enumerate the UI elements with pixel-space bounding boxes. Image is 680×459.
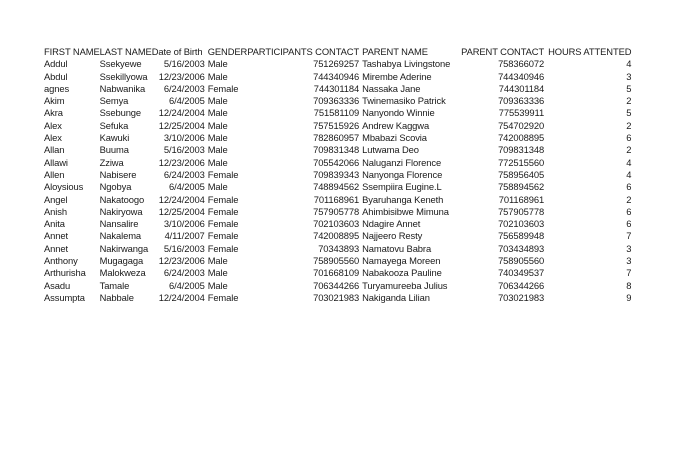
cell-parent-contact[interactable]: 756589948	[498, 230, 545, 242]
cell-gender[interactable]: Male	[207, 119, 228, 131]
cell-parent-contact[interactable]: 754702920	[498, 119, 545, 131]
table-row	[44, 95, 631, 107]
table-row	[44, 292, 631, 304]
cell-gender[interactable]: Female	[207, 242, 239, 254]
cell-hours-attented[interactable]: 2	[626, 95, 632, 107]
cell-gender[interactable]: Male	[207, 279, 228, 291]
cell-hours-attented[interactable]: 6	[626, 181, 632, 193]
cell-parent-name[interactable]: Byaruhanga Keneth	[362, 193, 444, 205]
cell-first-name[interactable]: Akra	[44, 107, 63, 119]
cell-gender[interactable]: Male	[207, 267, 228, 279]
cell-date-of-birth[interactable]: 12/24/2004	[158, 107, 205, 119]
cell-parent-contact[interactable]: 757905778	[498, 205, 545, 217]
cell-last-name[interactable]: Zziwa	[99, 156, 124, 168]
col-header-hours-attented[interactable]: HOURS ATTENTED	[548, 46, 632, 57]
cell-date-of-birth[interactable]: 6/4/2005	[168, 279, 205, 291]
cell-gender[interactable]: Male	[207, 107, 228, 119]
cell-date-of-birth[interactable]: 6/24/2003	[163, 168, 205, 180]
cell-parent-contact[interactable]: 758905560	[498, 255, 545, 267]
table-row	[44, 83, 631, 95]
table-row	[44, 157, 631, 169]
cell-last-name[interactable]: Nansalire	[99, 218, 139, 230]
cell-first-name[interactable]: Arthurisha	[44, 267, 86, 279]
cell-parent-name[interactable]: Twinemasiko Patrick	[362, 95, 446, 107]
spreadsheet-table	[44, 46, 631, 304]
table-row	[44, 120, 631, 132]
cell-parent-name[interactable]: Lutwama Deo	[362, 144, 419, 156]
cell-first-name[interactable]: Anita	[44, 218, 65, 230]
cell-date-of-birth[interactable]: 12/25/2004	[158, 119, 205, 131]
cell-last-name[interactable]: Tamale	[99, 279, 130, 291]
cell-first-name[interactable]: Anish	[44, 205, 67, 217]
cell-parent-name[interactable]: Ahimbisibwe Mimuna	[362, 205, 449, 217]
cell-participants-contact[interactable]: 709839343	[313, 168, 360, 180]
cell-first-name[interactable]: Annet	[44, 242, 68, 254]
cell-hours-attented[interactable]: 5	[626, 107, 632, 119]
table-row	[44, 107, 631, 119]
cell-participants-contact[interactable]: 758905560	[313, 255, 360, 267]
cell-hours-attented[interactable]: 3	[626, 242, 632, 254]
cell-parent-contact[interactable]: 706344266	[498, 279, 545, 291]
cell-participants-contact[interactable]: 701668109	[313, 267, 360, 279]
cell-parent-name[interactable]: Andrew Kaggwa	[362, 119, 430, 131]
cell-participants-contact[interactable]: 748894562	[313, 181, 360, 193]
cell-first-name[interactable]: Alex	[44, 132, 62, 144]
cell-participants-contact[interactable]: 709831348	[313, 144, 360, 156]
cell-last-name[interactable]: Ssekyewe	[99, 58, 142, 70]
cell-gender[interactable]: Male	[207, 144, 228, 156]
table-row	[44, 132, 631, 144]
cell-last-name[interactable]: Nabisere	[99, 168, 137, 180]
table-row	[44, 255, 631, 267]
cell-first-name[interactable]: Alex	[44, 119, 62, 131]
table-row	[44, 218, 631, 230]
cell-participants-contact[interactable]: 70343893	[318, 242, 360, 254]
cell-last-name[interactable]: Nakirwanga	[99, 242, 149, 254]
cell-hours-attented[interactable]: 7	[626, 267, 632, 279]
cell-parent-contact[interactable]: 709363336	[498, 95, 545, 107]
cell-first-name[interactable]: Allen	[44, 168, 65, 180]
cell-gender[interactable]: Male	[207, 95, 228, 107]
cell-last-name[interactable]: Ssekillyowa	[99, 70, 148, 82]
cell-first-name[interactable]: Assumpta	[44, 291, 85, 303]
table-row	[44, 169, 631, 181]
cell-last-name[interactable]: Buuma	[99, 144, 129, 156]
cell-hours-attented[interactable]: 8	[626, 279, 632, 291]
cell-parent-contact[interactable]: 709831348	[498, 144, 545, 156]
cell-participants-contact[interactable]: 705542066	[313, 156, 360, 168]
cell-parent-contact[interactable]: 744301184	[498, 82, 545, 94]
cell-hours-attented[interactable]: 6	[626, 218, 632, 230]
cell-hours-attented[interactable]: 7	[626, 230, 632, 242]
cell-first-name[interactable]: Addul	[44, 58, 68, 70]
cell-parent-name[interactable]: Nakiganda Lilian	[362, 291, 430, 303]
col-header-participants-contact[interactable]: PARTICIPANTS CONTACT	[247, 46, 360, 57]
cell-last-name[interactable]: Sefuka	[99, 119, 129, 131]
cell-parent-contact[interactable]: 758956405	[498, 168, 545, 180]
cell-parent-name[interactable]: Nanyondo Winnie	[362, 107, 435, 119]
cell-date-of-birth[interactable]: 6/4/2005	[168, 95, 205, 107]
cell-participants-contact[interactable]: 709363336	[313, 95, 360, 107]
cell-gender[interactable]: Male	[207, 156, 228, 168]
cell-parent-contact[interactable]: 758894562	[498, 181, 545, 193]
cell-date-of-birth[interactable]: 5/16/2003	[163, 242, 205, 254]
cell-date-of-birth[interactable]: 6/4/2005	[168, 181, 205, 193]
cell-hours-attented[interactable]: 3	[626, 70, 632, 82]
cell-participants-contact[interactable]: 751581109	[313, 107, 360, 119]
cell-first-name[interactable]: agnes	[44, 82, 70, 94]
cell-participants-contact[interactable]: 701168961	[313, 193, 360, 205]
header-row	[44, 46, 631, 58]
cell-gender[interactable]: Female	[207, 205, 239, 217]
cell-parent-name[interactable]: Mbabazi Scovia	[362, 132, 427, 144]
cell-parent-name[interactable]: Nassaka Jane	[362, 82, 421, 94]
cell-parent-contact[interactable]: 742008895	[498, 132, 545, 144]
cell-gender[interactable]: Male	[207, 181, 228, 193]
cell-last-name[interactable]: Nakatoogo	[99, 193, 145, 205]
cell-gender[interactable]: Female	[207, 193, 239, 205]
cell-last-name[interactable]: Ssebunge	[99, 107, 142, 119]
cell-date-of-birth[interactable]: 5/16/2003	[163, 144, 205, 156]
cell-date-of-birth[interactable]: 12/23/2006	[158, 70, 205, 82]
cell-hours-attented[interactable]: 4	[626, 168, 632, 180]
cell-parent-contact[interactable]: 703021983	[498, 291, 545, 303]
cell-gender[interactable]: Female	[207, 230, 239, 242]
cell-participants-contact[interactable]: 742008895	[313, 230, 360, 242]
cell-parent-name[interactable]: Tashabya Livingstone	[362, 58, 451, 70]
col-header-last-name[interactable]: LAST NAME	[99, 46, 152, 57]
cell-first-name[interactable]: Akim	[44, 95, 65, 107]
cell-gender[interactable]: Male	[207, 132, 228, 144]
table-row	[44, 243, 631, 255]
cell-last-name[interactable]: Nabbale	[99, 291, 134, 303]
cell-last-name[interactable]: Mugagaga	[99, 255, 144, 267]
cell-first-name[interactable]: Allawi	[44, 156, 68, 168]
cell-participants-contact[interactable]: 702103603	[313, 218, 360, 230]
cell-participants-contact[interactable]: 744340946	[313, 70, 360, 82]
cell-parent-contact[interactable]: 775539911	[498, 107, 545, 119]
cell-gender[interactable]: Male	[207, 58, 228, 70]
col-header-parent-contact[interactable]: PARENT CONTACT	[461, 46, 545, 57]
table-row	[44, 206, 631, 218]
cell-hours-attented[interactable]: 5	[626, 82, 632, 94]
table-row	[44, 71, 631, 83]
cell-first-name[interactable]: Asadu	[44, 279, 71, 291]
cell-hours-attented[interactable]: 2	[626, 119, 632, 131]
cell-date-of-birth[interactable]: 12/24/2004	[158, 291, 205, 303]
cell-hours-attented[interactable]: 6	[626, 205, 632, 217]
table-row	[44, 194, 631, 206]
cell-date-of-birth[interactable]: 3/10/2006	[163, 218, 205, 230]
cell-parent-name[interactable]: Namatovu Babra	[362, 242, 432, 254]
cell-hours-attented[interactable]: 3	[626, 255, 632, 267]
table-row	[44, 280, 631, 292]
cell-first-name[interactable]: Anthony	[44, 255, 78, 267]
cell-parent-name[interactable]: Naluganzi Florence	[362, 156, 442, 168]
table-row	[44, 267, 631, 279]
table-row	[44, 58, 631, 70]
col-header-parent-name[interactable]: PARENT NAME	[362, 46, 428, 57]
cell-gender[interactable]: Male	[207, 255, 228, 267]
cell-parent-name[interactable]: Mirembe Aderine	[362, 70, 432, 82]
cell-last-name[interactable]: Nabwanika	[99, 82, 146, 94]
cell-last-name[interactable]: Ngobya	[99, 181, 132, 193]
cell-parent-name[interactable]: Nabakooza Pauline	[362, 267, 442, 279]
cell-first-name[interactable]: Angel	[44, 193, 68, 205]
cell-hours-attented[interactable]: 9	[626, 291, 632, 303]
cell-first-name[interactable]: Aloysious	[44, 181, 84, 193]
cell-parent-name[interactable]: Najjeero Resty	[362, 230, 423, 242]
cell-participants-contact[interactable]: 703021983	[313, 291, 360, 303]
cell-date-of-birth[interactable]: 6/24/2003	[163, 82, 205, 94]
cell-parent-contact[interactable]: 744340946	[498, 70, 545, 82]
cell-participants-contact[interactable]: 744301184	[313, 82, 360, 94]
cell-parent-contact[interactable]: 701168961	[498, 193, 545, 205]
cell-parent-name[interactable]: Namayega Moreen	[362, 255, 441, 267]
cell-parent-contact[interactable]: 772515560	[498, 156, 545, 168]
cell-date-of-birth[interactable]: 6/24/2003	[163, 267, 205, 279]
cell-first-name[interactable]: Abdul	[44, 70, 68, 82]
cell-date-of-birth[interactable]: 12/25/2004	[158, 205, 205, 217]
cell-gender[interactable]: Female	[207, 168, 239, 180]
cell-date-of-birth[interactable]: 3/10/2006	[163, 132, 205, 144]
cell-first-name[interactable]: Annet	[44, 230, 68, 242]
cell-parent-contact[interactable]: 758366072	[498, 58, 545, 70]
cell-hours-attented[interactable]: 4	[626, 58, 632, 70]
cell-last-name[interactable]: Kawuki	[99, 132, 130, 144]
cell-hours-attented[interactable]: 4	[626, 156, 632, 168]
table-body	[44, 58, 631, 304]
cell-gender[interactable]: Male	[207, 70, 228, 82]
table-row	[44, 181, 631, 193]
cell-parent-name[interactable]: Ssempiira Eugine.L	[362, 181, 442, 193]
cell-participants-contact[interactable]: 782860957	[313, 132, 360, 144]
cell-date-of-birth[interactable]: 12/24/2004	[158, 193, 205, 205]
cell-parent-name[interactable]: Ndagire Annet	[362, 218, 421, 230]
cell-date-of-birth[interactable]: 12/23/2006	[158, 156, 205, 168]
cell-parent-contact[interactable]: 703434893	[498, 242, 545, 254]
cell-hours-attented[interactable]: 2	[626, 144, 632, 156]
cell-participants-contact[interactable]: 757905778	[313, 205, 360, 217]
cell-last-name[interactable]: Malokweza	[99, 267, 146, 279]
table-row	[44, 144, 631, 156]
cell-last-name[interactable]: Nakalema	[99, 230, 142, 242]
cell-last-name[interactable]: Nakiryowa	[99, 205, 143, 217]
cell-first-name[interactable]: Allan	[44, 144, 65, 156]
cell-parent-contact[interactable]: 702103603	[498, 218, 545, 230]
cell-participants-contact[interactable]: 706344266	[313, 279, 360, 291]
cell-parent-contact[interactable]: 740349537	[498, 267, 545, 279]
cell-hours-attented[interactable]: 6	[626, 132, 632, 144]
cell-gender[interactable]: Female	[207, 291, 239, 303]
cell-hours-attented[interactable]: 2	[626, 193, 632, 205]
cell-gender[interactable]: Female	[207, 82, 239, 94]
cell-parent-name[interactable]: Turyamureeba Julius	[362, 279, 448, 291]
cell-date-of-birth[interactable]: 12/23/2006	[158, 255, 205, 267]
cell-participants-contact[interactable]: 757515926	[313, 119, 360, 131]
cell-parent-name[interactable]: Nanyonga Florence	[362, 168, 443, 180]
cell-date-of-birth[interactable]: 5/16/2003	[163, 58, 205, 70]
col-header-date-of-birth[interactable]: Date of Birth	[151, 46, 203, 57]
cell-date-of-birth[interactable]: 4/11/2007	[164, 230, 205, 242]
col-header-first-name[interactable]: FIRST NAME	[44, 46, 100, 57]
col-header-gender[interactable]: GENDER	[207, 46, 248, 57]
table-row	[44, 230, 631, 242]
cell-gender[interactable]: Female	[207, 218, 239, 230]
cell-last-name[interactable]: Semya	[99, 95, 129, 107]
cell-participants-contact[interactable]: 751269257	[313, 58, 360, 70]
